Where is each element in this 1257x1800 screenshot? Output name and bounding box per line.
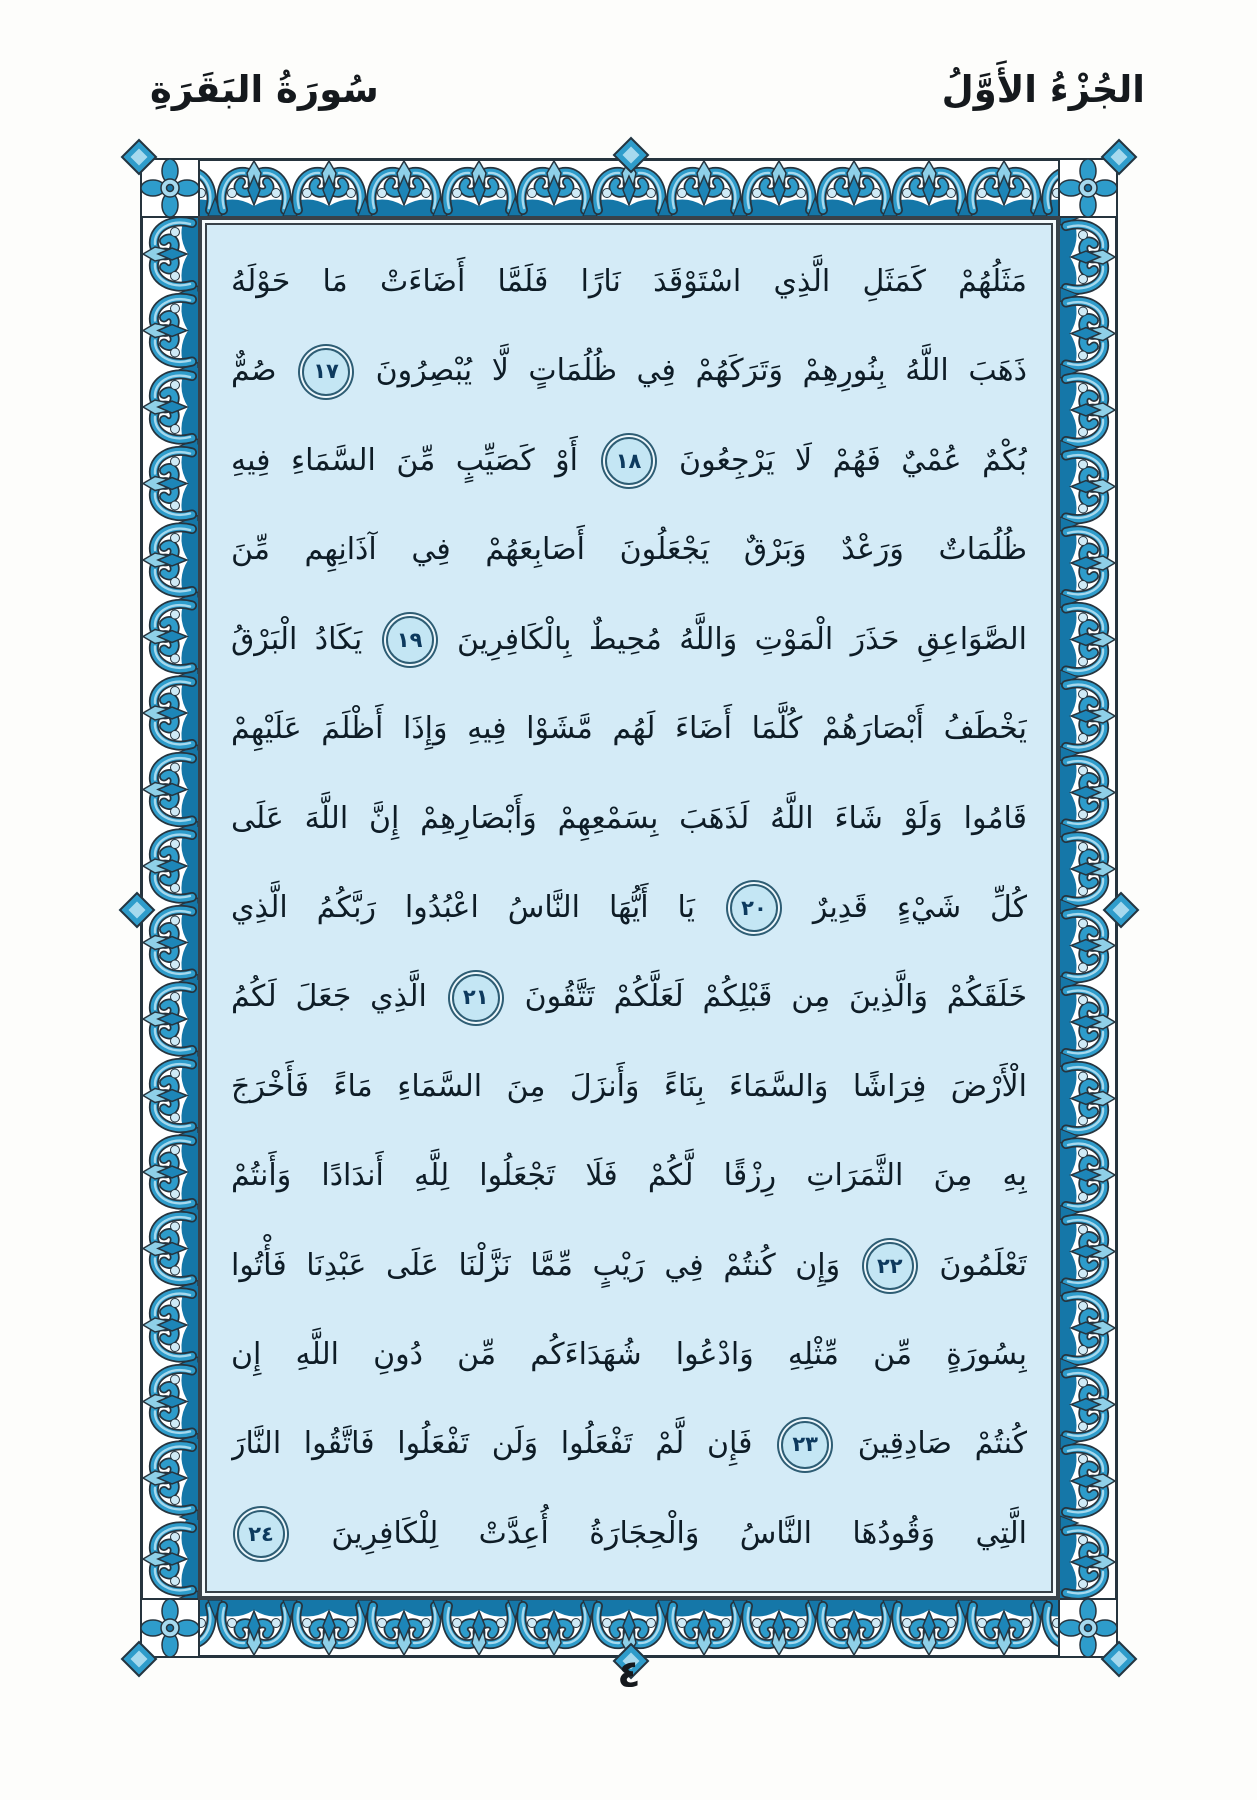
quran-line: بِهِ مِنَ الثَّمَرَاتِ رِزْقًا لَّكُمْ فَلَا تَجْعَلُوا لِلَّهِ أَندَادًا وَأَنتُمْ bbox=[231, 1158, 1027, 1194]
page-number: ٤ bbox=[617, 1652, 641, 1696]
verse-number-medallion: ١٧ bbox=[302, 348, 350, 396]
ornamental-frame bbox=[140, 158, 1118, 1658]
verse-number-medallion: ٢٠ bbox=[730, 884, 778, 932]
quran-line: خَلَقَكُمْ وَالَّذِينَ مِن قَبْلِكُمْ لَعَلَّكُمْ تَتَّقُونَ ٢١ الَّذِي جَعَلَ لَكُمُ bbox=[231, 954, 1027, 1040]
corner-rosette-icon bbox=[140, 158, 200, 218]
quran-line: الصَّوَاعِقِ حَذَرَ الْمَوْتِ وَاللَّهُ مُحِيطٌ بِالْكَافِرِينَ ١٩ يَكَادُ الْبَرْقُ bbox=[231, 597, 1027, 683]
verse-number-medallion: ١٨ bbox=[605, 437, 653, 485]
quran-text-panel bbox=[209, 227, 1049, 1589]
corner-rosette-icon bbox=[140, 1598, 200, 1658]
text-panel-frame bbox=[198, 216, 1060, 1600]
verse-number-medallion: ٢٢ bbox=[866, 1242, 914, 1290]
quran-line: مَثَلُهُمْ كَمَثَلِ الَّذِي اسْتَوْقَدَ نَارًا فَلَمَّا أَضَاءَتْ مَا حَوْلَهُ bbox=[231, 264, 1027, 299]
quran-line: ظُلُمَاتٌ وَرَعْدٌ وَبَرْقٌ يَجْعَلُونَ أَصَابِعَهُمْ فِي آذَانِهِم مِّنَ bbox=[231, 532, 1027, 568]
verse-number-medallion: ١٩ bbox=[386, 616, 434, 664]
verse-number-medallion: ٢٤ bbox=[237, 1510, 285, 1558]
quran-line: بِسُورَةٍ مِّن مِّثْلِهِ وَادْعُوا شُهَدَاءَكُم مِّن دُونِ اللَّهِ إِن bbox=[231, 1337, 1027, 1373]
verse-number-medallion: ٢٣ bbox=[781, 1421, 829, 1469]
quran-line: كُلِّ شَيْءٍ قَدِيرٌ ٢٠ يَا أَيُّهَا النَّاسُ اعْبُدُوا رَبَّكُمُ الَّذِي bbox=[231, 865, 1027, 951]
corner-rosette-icon bbox=[1058, 158, 1118, 218]
quran-line: الَّتِي وَقُودُهَا النَّاسُ وَالْحِجَارَةُ أُعِدَّتْ لِلْكَافِرِينَ ٢٤ bbox=[231, 1491, 1027, 1577]
quran-line: يَخْطَفُ أَبْصَارَهُمْ كُلَّمَا أَضَاءَ لَهُم مَّشَوْا فِيهِ وَإِذَا أَظْلَمَ عَلَيْهِمْ bbox=[231, 711, 1027, 747]
surah-title: سُورَةُ البَقَرَةِ bbox=[150, 68, 379, 111]
quran-line: تَعْلَمُونَ ٢٢ وَإِن كُنتُمْ فِي رَيْبٍ مِّمَّا نَزَّلْنَا عَلَى عَبْدِنَا فَأْتُوا bbox=[231, 1223, 1027, 1309]
quran-line: ذَهَبَ اللَّهُ بِنُورِهِمْ وَتَرَكَهُمْ فِي ظُلُمَاتٍ لَّا يُبْصِرُونَ ١٧ صُمٌّ bbox=[231, 328, 1027, 414]
juz-title: الجُزْءُ الأَوَّلُ bbox=[941, 68, 1145, 111]
quran-line: كُنتُمْ صَادِقِينَ ٢٣ فَإِن لَّمْ تَفْعَلُوا وَلَن تَفْعَلُوا فَاتَّقُوا النَّارَ bbox=[231, 1401, 1027, 1487]
quran-line: قَامُوا وَلَوْ شَاءَ اللَّهُ لَذَهَبَ بِسَمْعِهِمْ وَأَبْصَارِهِمْ إِنَّ اللَّهَ عَلَى bbox=[231, 800, 1027, 836]
quran-line: الْأَرْضَ فِرَاشًا وَالسَّمَاءَ بِنَاءً وَأَنزَلَ مِنَ السَّمَاءِ مَاءً فَأَخْرَجَ bbox=[231, 1068, 1027, 1104]
verse-number-medallion: ٢١ bbox=[452, 974, 500, 1022]
quran-line: بُكْمٌ عُمْيٌ فَهُمْ لَا يَرْجِعُونَ ١٨ أَوْ كَصَيِّبٍ مِّنَ السَّمَاءِ فِيهِ bbox=[231, 418, 1027, 504]
